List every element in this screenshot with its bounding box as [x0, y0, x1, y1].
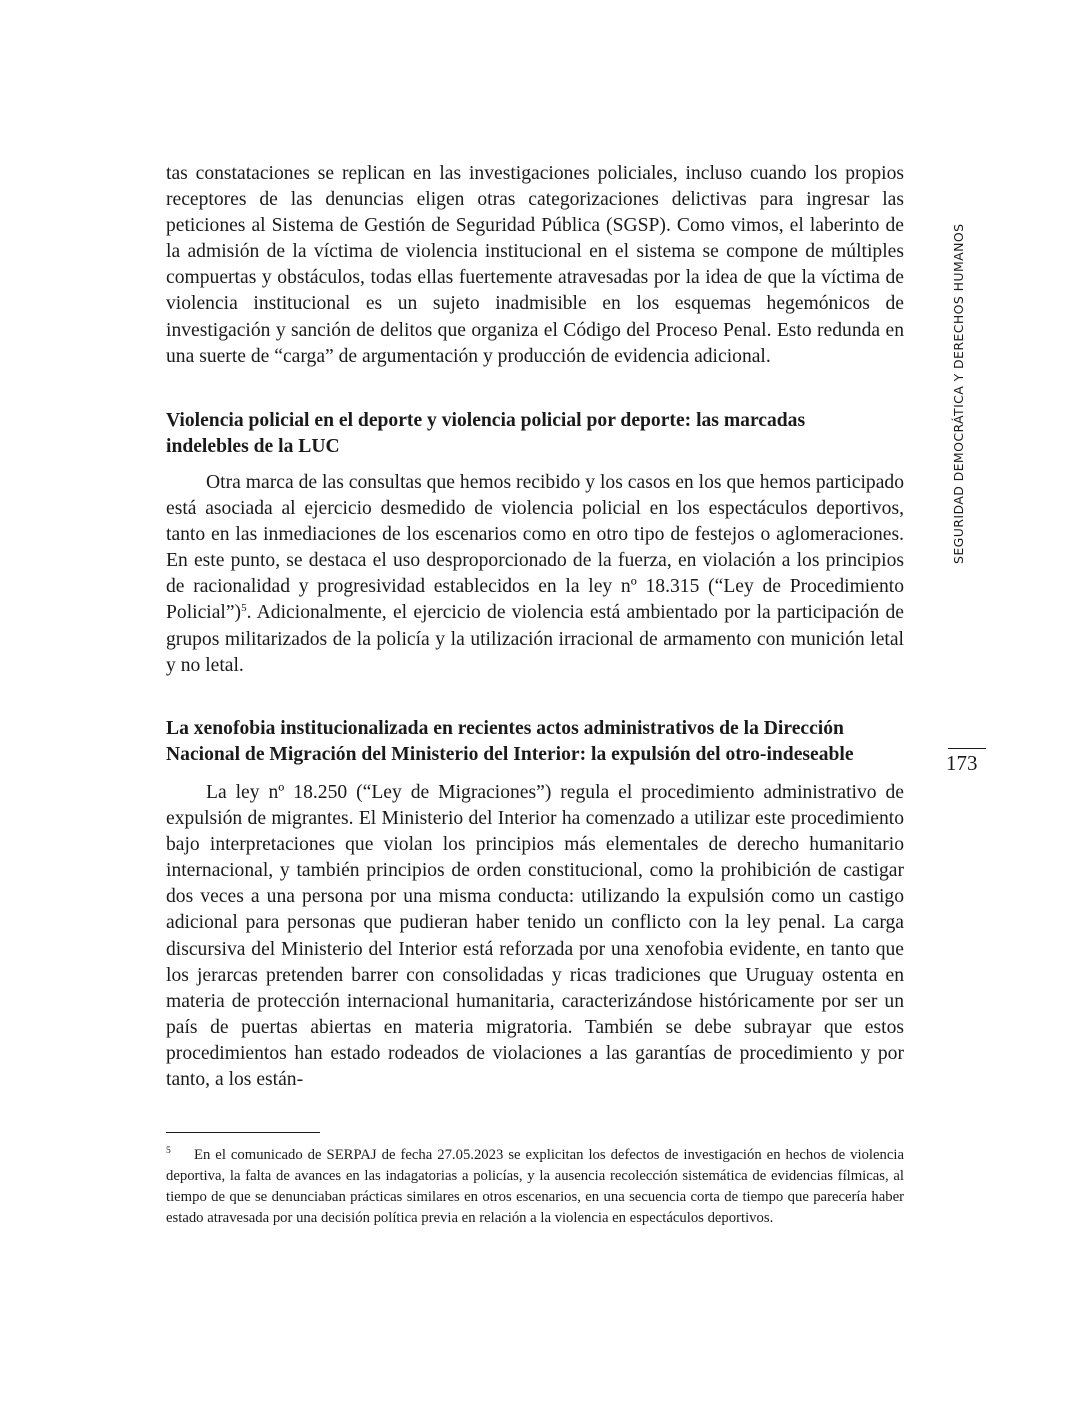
paragraph-text [166, 470, 904, 679]
footnote [166, 1141, 904, 1229]
page-number-rule [948, 748, 986, 749]
footnote-mark: 5 [166, 1146, 171, 1156]
footnote-reference[interactable]: 5 [241, 602, 247, 615]
heading-line: La xenofobia institucionalizada en recientes actos administrativos de la Dirección [166, 718, 844, 739]
section-heading-xenophobia [166, 716, 904, 768]
paragraph-text: tas constataciones se replican en las investigaciones policiales, incluso cuando los propios receptores de las denuncias eligen otras categorizaciones delictivas para ingresar las peticiones al Sistema de Gestión de Seguridad Pública (SGSP). Como vimos, el laberinto de la admisión de la víctima de violencia institucional en el sistema se compone de múltiples compuertas y obstáculos, todas ellas fuertemente atravesadas por la idea de que la víctima de violencia institucional es un sujeto inadmisible en los esquemas hegemónicos de investigación y sanción de delitos que organiza el Código del Proceso Penal. Esto redunda en una suerte de “carga” de argumentación y producción de evidencia adicional. [166, 163, 904, 367]
footnote-separator [166, 1132, 320, 1133]
paragraph-text-part: . Adicionalmente, el ejercicio de violencia está ambientado por la participación de grupos militarizados de la policía y la utilización irracional de armamento con munición letal y no letal. [166, 602, 904, 676]
heading-line: Nacional de Migración del Ministerio del Interior: la expulsión del otro-indeseable [166, 744, 854, 766]
running-head: SEGURIDAD DEMOCRÁTICA Y DERECHOS HUMANOS [951, 223, 966, 564]
page-number: 173 [946, 751, 978, 775]
section-heading-sports-violence [166, 408, 904, 460]
paragraph-text-part: Otra marca de las consultas que hemos recibido y los casos en los que hemos participado está asociada al ejercicio desmedido de violencia policial en los espectáculos deportivos, tanto en las inmediaciones de los escenarios como en otro tipo de festejos o aglomeraciones. En este punto, se destaca el uso desproporcionado de la fuerza, en violación a los principios de racionalidad y progresividad establecidos en la ley nº 18.315 (“Ley de Procedimiento Policial”) [166, 472, 904, 624]
paragraph-migration-law [166, 780, 904, 1093]
footnote-text: En el comunicado de SERPAJ de fecha 27.05.2023 se explicitan los defectos de investigación en hechos de violencia deportiva, la falta de avances en las indagatorias a policías, y la ausencia recolección sistemática de evidencias fílmicas, al tiempo de que se denunciaban prácticas similares en otros escenarios, en una secuencia corta de tiempo que parecería haber estado atravesada por una decisión política previa en relación a la violencia en espectáculos deportivos. [166, 1147, 904, 1226]
paragraph-sports-violence [166, 470, 904, 679]
paragraph-continuation [166, 161, 904, 370]
paragraph-text: La ley nº 18.250 (“Ley de Migraciones”) regula el procedimiento administrativo de expulsión de migrantes. El Ministerio del Interior ha comenzado a utilizar este procedimiento bajo interpretaciones que violan los principios más elementales de derecho humanitario internacional, y también principios de orden constitucional, como la prohibición de castigar dos veces a una persona por una misma conducta: utilizando la expulsión como un castigo adicional para personas que pudieran haber tenido un conflicto con la ley penal. La carga discursiva del Ministerio del Interior está reforzada por una xenofobia evidente, en tanto que los jerarcas pretenden barrer con consolidadas y ricas tradiciones que Uruguay ostenta en materia de protección internacional humanitaria, caracterizándose históricamente por ser un país de puertas abiertas en materia migratoria. También se debe subrayar que estos procedimientos han estado rodeados de violaciones a las garantías de procedimiento y por tanto, a los están- [166, 782, 904, 1091]
heading-line: Violencia policial en el deporte y violencia policial por deporte: las marcadas [166, 410, 806, 431]
heading-line: indelebles de la LUC [166, 436, 340, 458]
